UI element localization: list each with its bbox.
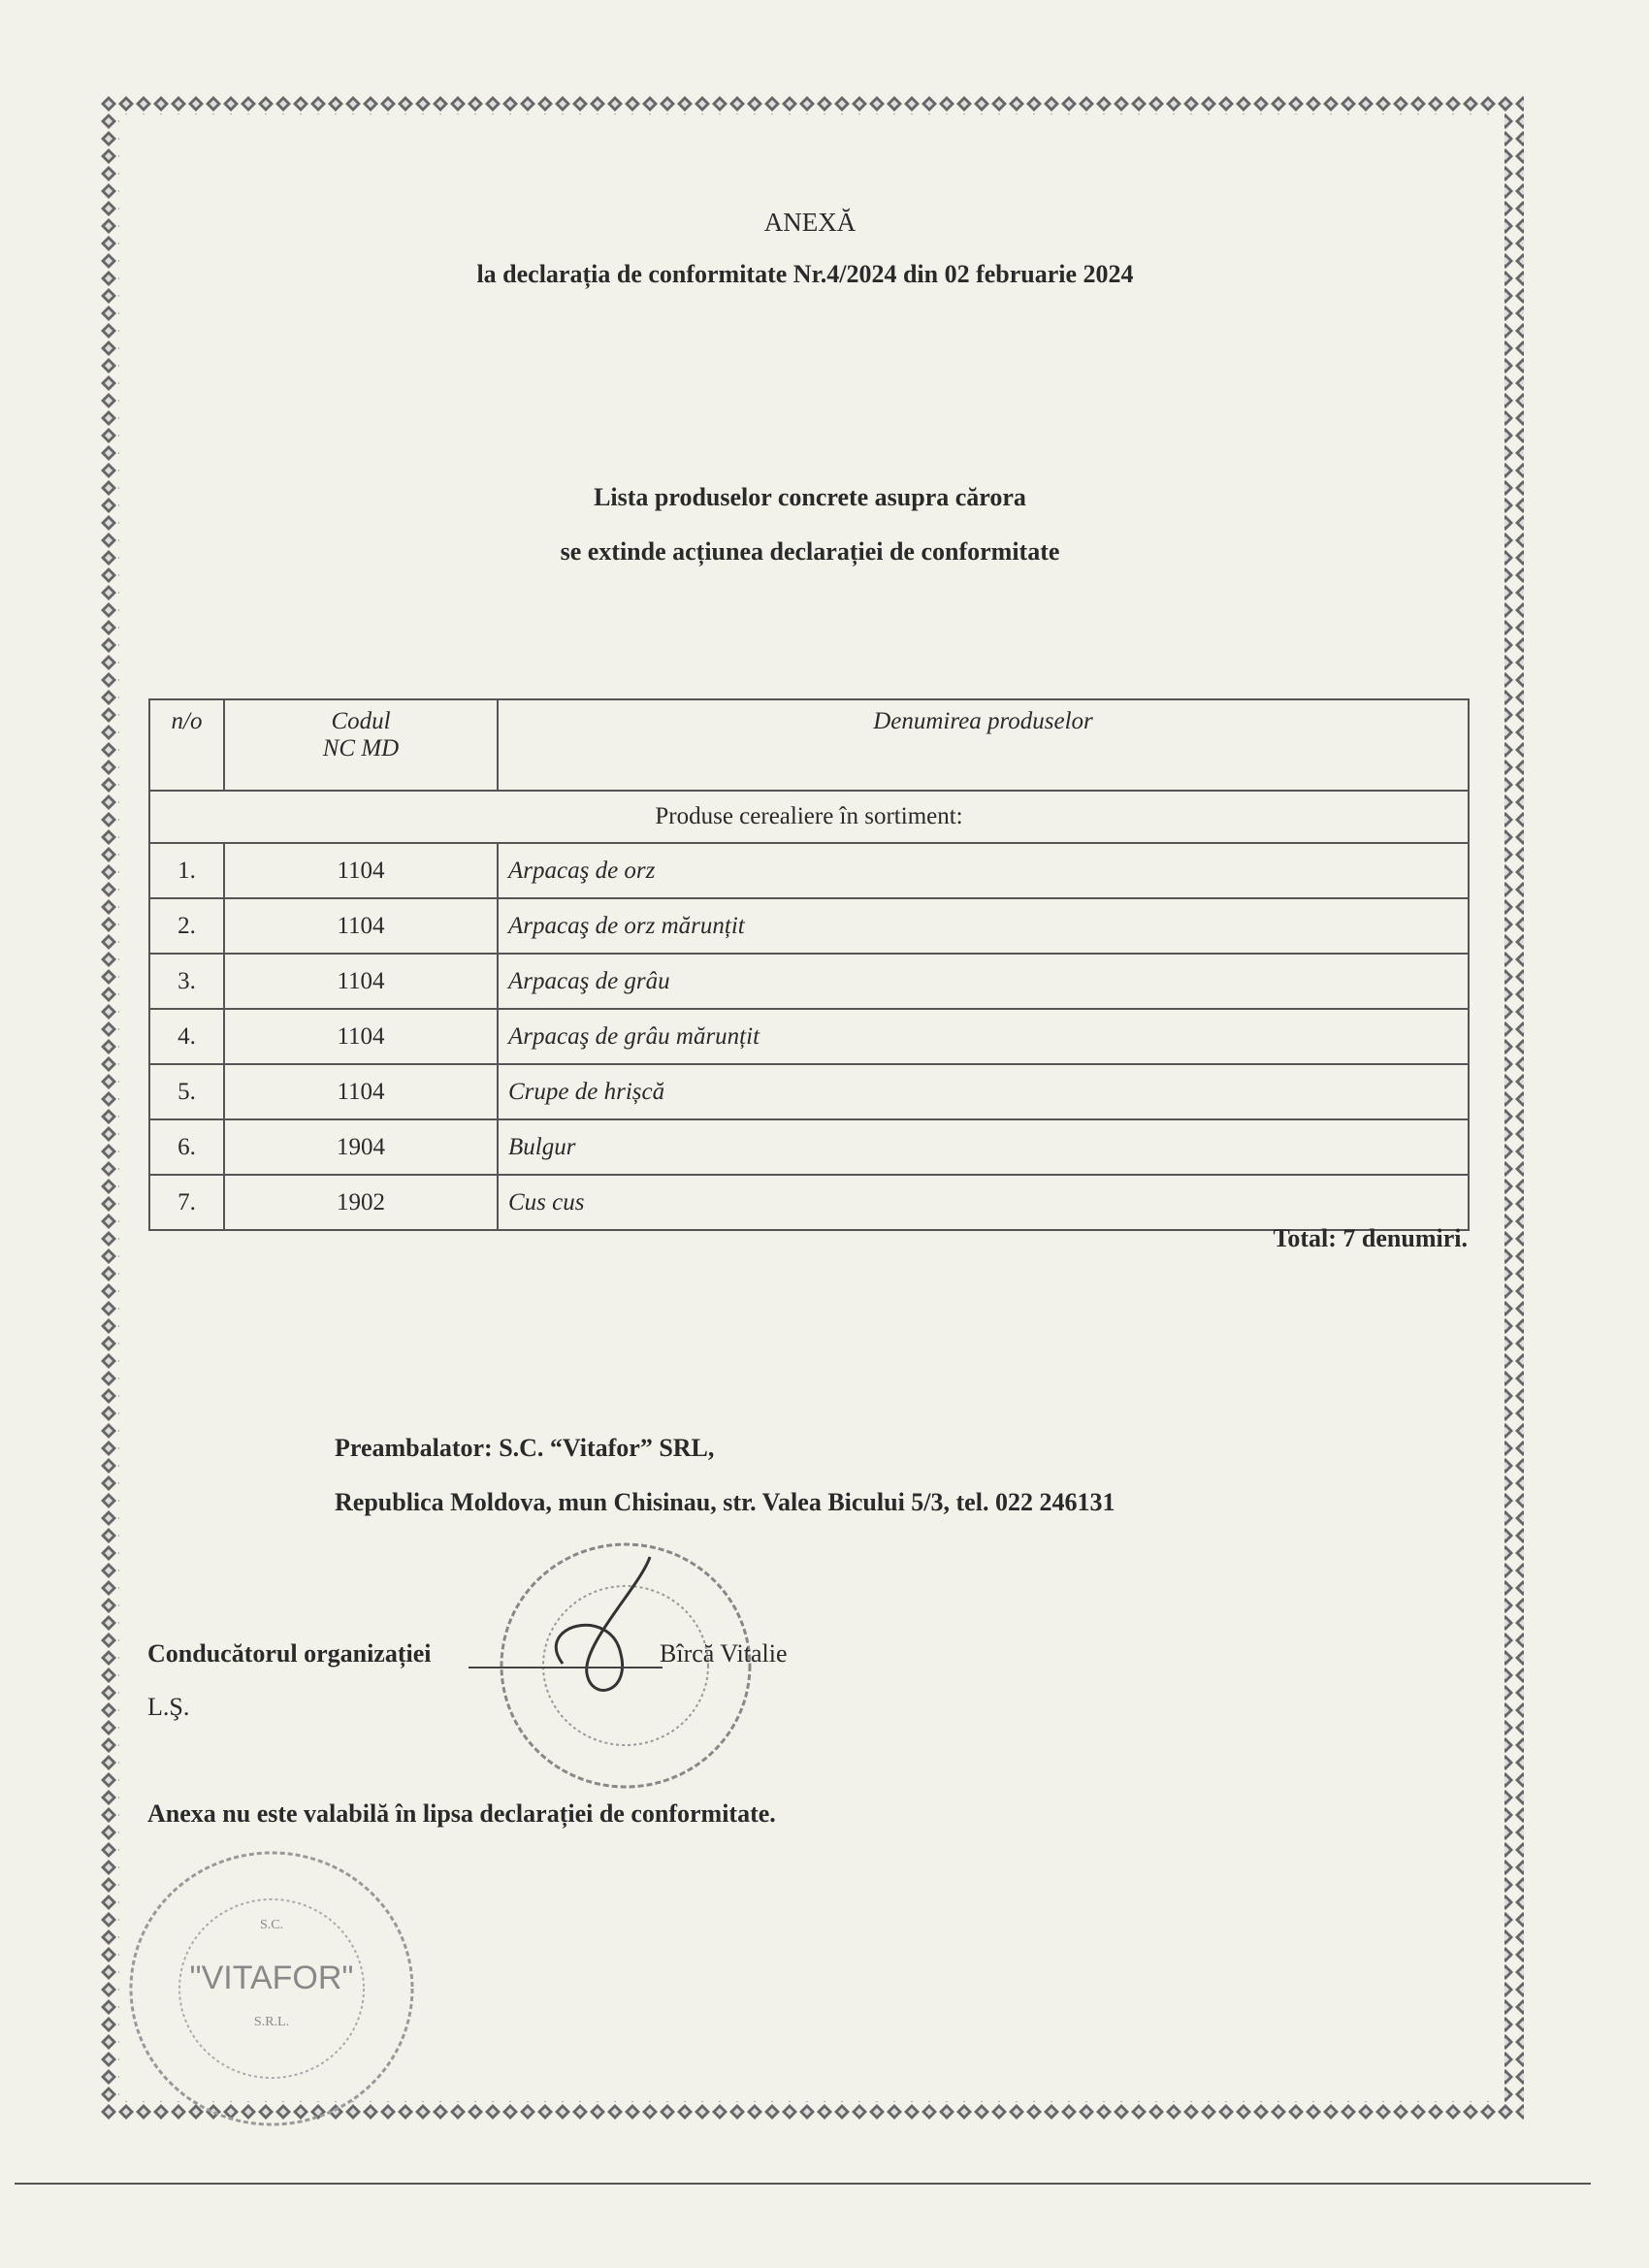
header-name: Denumirea produselor [498, 699, 1469, 791]
document-title: ANEXĂ [763, 208, 857, 237]
row-code: 1104 [224, 1064, 498, 1119]
page-bottom-line [15, 2183, 1591, 2185]
table-row [149, 898, 1469, 954]
row-code: 1104 [224, 954, 498, 1009]
table-row [149, 1119, 1469, 1175]
header-code-line2: NC MD [322, 735, 400, 761]
ls-label: L.Ş. [147, 1693, 190, 1721]
validity-note: Anexa nu este valabilă în lipsa declarației de conformitate. [147, 1799, 776, 1828]
signature-label: Conducătorul organizației [147, 1639, 432, 1668]
section-row [149, 791, 1469, 843]
section-label: Produse cerealiere în sortiment: [149, 791, 1469, 843]
company-stamp-large [126, 1848, 417, 2129]
header-no: n/o [149, 699, 224, 791]
row-code: 1104 [224, 843, 498, 898]
row-number: 2. [149, 898, 224, 954]
table-row [149, 1175, 1469, 1230]
row-number: 5. [149, 1064, 224, 1119]
packer-line-1: Preambalator: S.C. “Vitafor” SRL, [335, 1434, 715, 1462]
stamp-company: "VITAFOR" [189, 1960, 354, 1996]
row-name: Cus cus [498, 1175, 1469, 1230]
row-number: 4. [149, 1009, 224, 1064]
header-code [224, 699, 498, 791]
row-name: Arpacaş de grâu [498, 954, 1469, 1009]
document-subtitle: la declarația de conformitate Nr.4/2024 din 02 februarie 2024 [476, 260, 1134, 288]
total-label: Total: 7 denumiri. [1273, 1224, 1468, 1252]
row-name: Arpacaş de orz [498, 843, 1469, 898]
row-name: Arpacaş de orz mărunțit [498, 898, 1469, 954]
row-code: 1104 [224, 898, 498, 954]
row-code: 1902 [224, 1175, 498, 1230]
table-row [149, 954, 1469, 1009]
table-header-row [149, 699, 1469, 791]
table-row [149, 1064, 1469, 1119]
row-code: 1904 [224, 1119, 498, 1175]
packer-line-2: Republica Moldova, mun Chisinau, str. Valea Bicului 5/3, tel. 022 246131 [335, 1488, 1116, 1516]
table-row [149, 843, 1469, 898]
row-number: 7. [149, 1175, 224, 1230]
intro-line-2: se extinde acțiunea declarației de conformitate [560, 537, 1060, 566]
row-name: Crupe de hrișcă [498, 1064, 1469, 1119]
table-row [149, 1009, 1469, 1064]
row-number: 6. [149, 1119, 224, 1175]
signature-line [469, 1667, 663, 1669]
row-name: Bulgur [498, 1119, 1469, 1175]
intro-line-1: Lista produselor concrete asupra cărora [594, 483, 1026, 511]
row-number: 1. [149, 843, 224, 898]
stamp-top: S.C. [259, 1918, 284, 1932]
row-name: Arpacaş de grâu mărunțit [498, 1009, 1469, 1064]
stamp-bottom: S.R.L. [253, 2015, 290, 2029]
header-code-line1: Codul [331, 708, 391, 734]
signature-mark [556, 1557, 650, 1690]
row-code: 1104 [224, 1009, 498, 1064]
signer-name: Bîrcă Vitalie [660, 1639, 788, 1668]
row-number: 3. [149, 954, 224, 1009]
products-table [148, 698, 1470, 1231]
